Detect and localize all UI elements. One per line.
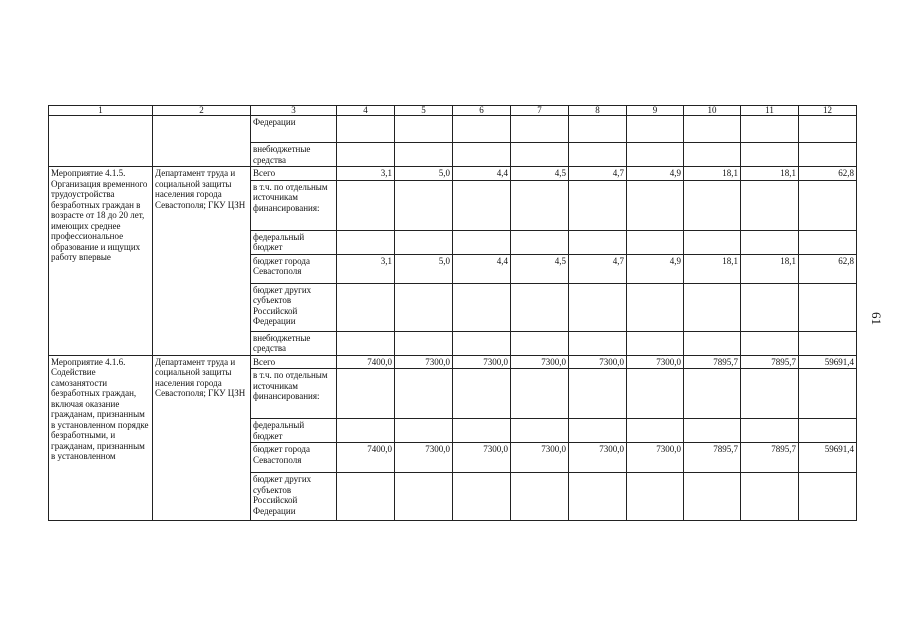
- value-cell: 7400,0: [337, 355, 395, 369]
- value-cell: [395, 180, 453, 230]
- value-cell: 4,7: [569, 167, 627, 181]
- value-cell: 59691,4: [799, 355, 857, 369]
- value-cell: [395, 230, 453, 254]
- executor-cell: Департамент труда и социальной защиты населения города Севастополя; ГКУ ЦЗН: [153, 355, 251, 521]
- source-label: бюджет города Севастополя: [251, 443, 337, 473]
- value-cell: 7300,0: [511, 355, 569, 369]
- column-header: 8: [569, 106, 627, 116]
- value-cell: 7895,7: [741, 355, 799, 369]
- value-cell: 5,0: [395, 167, 453, 181]
- executor-cell: [153, 116, 251, 167]
- value-cell: [511, 473, 569, 521]
- value-cell: 7300,0: [453, 443, 511, 473]
- table-row: [49, 355, 857, 369]
- value-cell: [741, 369, 799, 419]
- measure-cell: Мероприятие 4.1.5. Организация временного трудоустройства безработных граждан в возрасте от 18 до 20 лет, имеющих среднее профессиональное образование и ищущих работу впервые: [49, 167, 153, 356]
- value-cell: 7300,0: [569, 355, 627, 369]
- source-label: федеральный бюджет: [251, 419, 337, 443]
- value-cell: [684, 369, 741, 419]
- value-cell: [453, 230, 511, 254]
- value-cell: [453, 283, 511, 331]
- value-cell: [337, 419, 395, 443]
- column-header: 6: [453, 106, 511, 116]
- value-cell: 18,1: [741, 254, 799, 283]
- value-cell: [511, 230, 569, 254]
- value-cell: [799, 419, 857, 443]
- column-header: 7: [511, 106, 569, 116]
- source-label: Федерации: [251, 116, 337, 143]
- value-cell: [741, 143, 799, 167]
- value-cell: 18,1: [684, 167, 741, 181]
- value-cell: [569, 116, 627, 143]
- column-header: 10: [684, 106, 741, 116]
- value-cell: [627, 116, 684, 143]
- value-cell: [799, 230, 857, 254]
- value-cell: [684, 116, 741, 143]
- value-cell: 7300,0: [627, 355, 684, 369]
- column-header: 5: [395, 106, 453, 116]
- value-cell: 7895,7: [741, 443, 799, 473]
- value-cell: [395, 143, 453, 167]
- value-cell: [395, 473, 453, 521]
- value-cell: [799, 116, 857, 143]
- value-cell: [569, 473, 627, 521]
- table-row: [49, 116, 857, 143]
- value-cell: 4,5: [511, 167, 569, 181]
- source-label: в т.ч. по отдельным источникам финансирования:: [251, 369, 337, 419]
- value-cell: 7300,0: [453, 355, 511, 369]
- value-cell: [684, 180, 741, 230]
- source-label: внебюджетные средства: [251, 331, 337, 355]
- table-row: [49, 167, 857, 181]
- value-cell: [741, 283, 799, 331]
- value-cell: [569, 369, 627, 419]
- value-cell: [337, 116, 395, 143]
- value-cell: [511, 283, 569, 331]
- value-cell: 4,9: [627, 254, 684, 283]
- source-label: Всего: [251, 355, 337, 369]
- value-cell: 7300,0: [569, 443, 627, 473]
- column-header: 12: [799, 106, 857, 116]
- source-label: бюджет других субъектов Российской Федерации: [251, 473, 337, 521]
- value-cell: [395, 116, 453, 143]
- value-cell: [627, 369, 684, 419]
- value-cell: 7400,0: [337, 443, 395, 473]
- value-cell: [684, 473, 741, 521]
- value-cell: [799, 473, 857, 521]
- value-cell: 18,1: [684, 254, 741, 283]
- value-cell: [741, 180, 799, 230]
- value-cell: 62,8: [799, 254, 857, 283]
- column-header: 3: [251, 106, 337, 116]
- value-cell: 7300,0: [395, 355, 453, 369]
- value-cell: [627, 180, 684, 230]
- value-cell: 4,4: [453, 254, 511, 283]
- value-cell: [337, 331, 395, 355]
- source-label: внебюджетные средства: [251, 143, 337, 167]
- value-cell: [741, 473, 799, 521]
- source-label: бюджет других субъектов Российской Федерации: [251, 283, 337, 331]
- value-cell: [684, 230, 741, 254]
- value-cell: [741, 116, 799, 143]
- value-cell: [337, 473, 395, 521]
- value-cell: [453, 143, 511, 167]
- value-cell: 4,7: [569, 254, 627, 283]
- value-cell: [627, 331, 684, 355]
- value-cell: [395, 369, 453, 419]
- value-cell: [569, 180, 627, 230]
- value-cell: [453, 116, 511, 143]
- value-cell: 4,4: [453, 167, 511, 181]
- value-cell: [453, 369, 511, 419]
- source-label: бюджет города Севастополя: [251, 254, 337, 283]
- value-cell: [453, 331, 511, 355]
- value-cell: [627, 283, 684, 331]
- value-cell: [453, 473, 511, 521]
- column-header: 9: [627, 106, 684, 116]
- value-cell: [684, 419, 741, 443]
- page-number: 61: [869, 312, 884, 325]
- value-cell: 18,1: [741, 167, 799, 181]
- value-cell: 7300,0: [627, 443, 684, 473]
- value-cell: [511, 143, 569, 167]
- value-cell: [395, 283, 453, 331]
- value-cell: [569, 331, 627, 355]
- value-cell: 7300,0: [395, 443, 453, 473]
- value-cell: [569, 283, 627, 331]
- column-header: 11: [741, 106, 799, 116]
- value-cell: [799, 283, 857, 331]
- value-cell: [627, 143, 684, 167]
- value-cell: 62,8: [799, 167, 857, 181]
- value-cell: [569, 230, 627, 254]
- value-cell: [511, 116, 569, 143]
- value-cell: [569, 143, 627, 167]
- value-cell: [511, 369, 569, 419]
- value-cell: [799, 180, 857, 230]
- table-body: [49, 106, 857, 521]
- value-cell: [395, 331, 453, 355]
- value-cell: [511, 419, 569, 443]
- value-cell: [684, 283, 741, 331]
- value-cell: [511, 180, 569, 230]
- value-cell: [453, 419, 511, 443]
- value-cell: 3,1: [337, 254, 395, 283]
- value-cell: 4,9: [627, 167, 684, 181]
- table-header-row: [49, 106, 857, 116]
- value-cell: [627, 419, 684, 443]
- value-cell: 3,1: [337, 167, 395, 181]
- column-header: 1: [49, 106, 153, 116]
- value-cell: [337, 369, 395, 419]
- value-cell: [453, 180, 511, 230]
- value-cell: [799, 143, 857, 167]
- value-cell: [799, 331, 857, 355]
- funding-table: [48, 105, 857, 521]
- source-label: в т.ч. по отдельным источникам финансирования:: [251, 180, 337, 230]
- value-cell: 7895,7: [684, 355, 741, 369]
- source-label: Всего: [251, 167, 337, 181]
- measure-cell: [49, 116, 153, 167]
- value-cell: [337, 230, 395, 254]
- value-cell: [337, 180, 395, 230]
- value-cell: 7300,0: [511, 443, 569, 473]
- value-cell: 7895,7: [684, 443, 741, 473]
- value-cell: [684, 331, 741, 355]
- value-cell: [684, 143, 741, 167]
- measure-cell: Мероприятие 4.1.6. Содействие самозанятости безработных граждан, включая оказание гражданам, признанным в установленном порядке безработными, и гражданам, признанным в установленном: [49, 355, 153, 521]
- value-cell: [395, 419, 453, 443]
- value-cell: [741, 419, 799, 443]
- value-cell: 5,0: [395, 254, 453, 283]
- value-cell: [799, 369, 857, 419]
- value-cell: [511, 331, 569, 355]
- value-cell: [627, 230, 684, 254]
- value-cell: [337, 143, 395, 167]
- source-label: федеральный бюджет: [251, 230, 337, 254]
- value-cell: 59691,4: [799, 443, 857, 473]
- executor-cell: Департамент труда и социальной защиты населения города Севастополя; ГКУ ЦЗН: [153, 167, 251, 356]
- value-cell: [741, 230, 799, 254]
- value-cell: [741, 331, 799, 355]
- column-header: 2: [153, 106, 251, 116]
- column-header: 4: [337, 106, 395, 116]
- value-cell: [337, 283, 395, 331]
- value-cell: [569, 419, 627, 443]
- value-cell: 4,5: [511, 254, 569, 283]
- value-cell: [627, 473, 684, 521]
